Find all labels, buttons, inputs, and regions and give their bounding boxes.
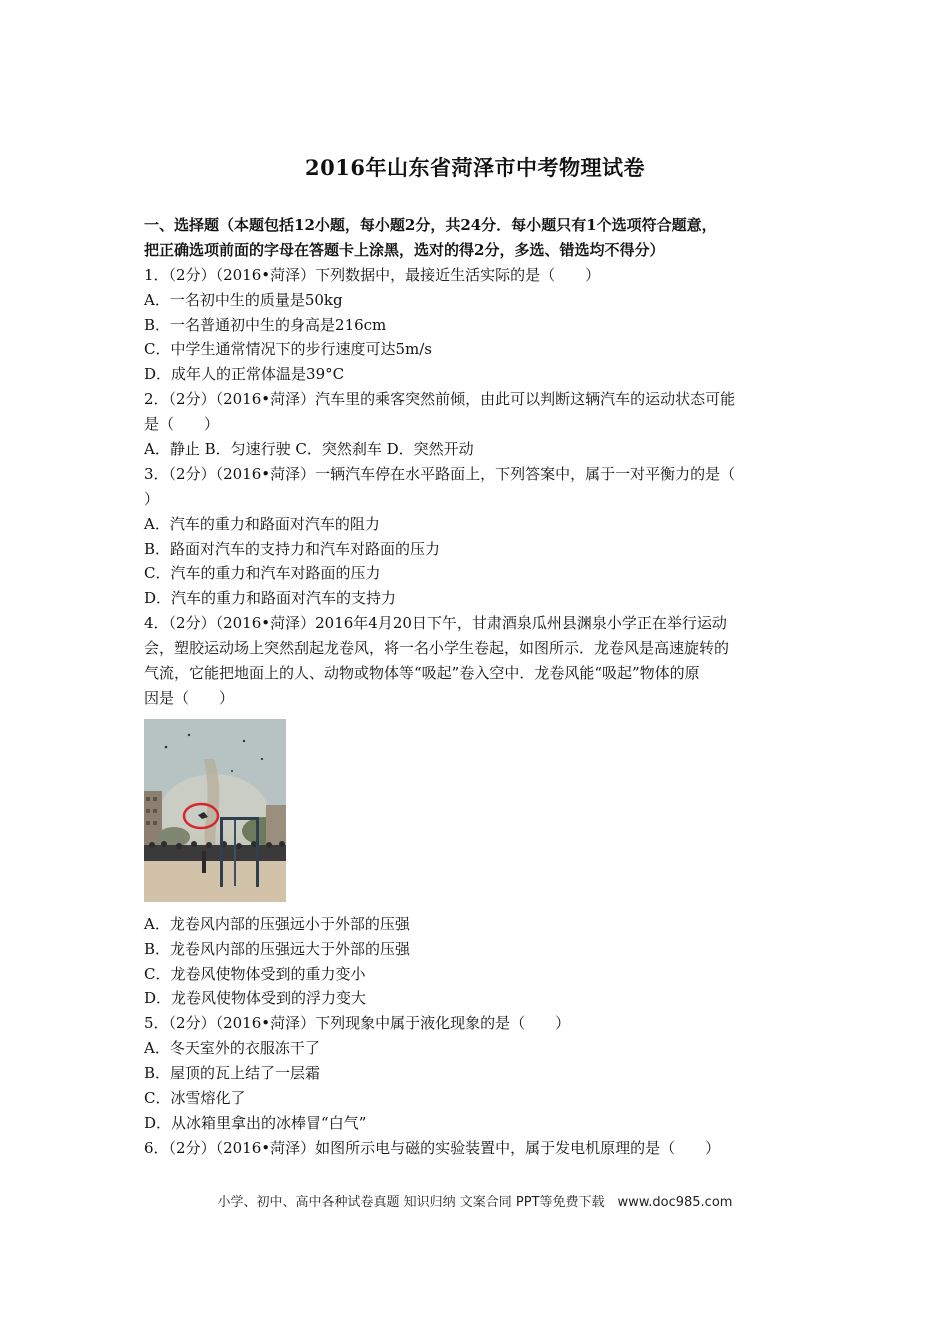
question-4 — [144, 611, 814, 1011]
question-4-option-b: B．龙卷风内部的压强远大于外部的压强 — [144, 939, 411, 958]
question-6-stem: 6．（2分）（2016•菏泽）如图所示电与磁的实验装置中，属于发电机原理的是（ ） — [144, 1138, 721, 1157]
question-3 — [144, 462, 814, 611]
question-1-option-c: C．中学生通常情况下的步行速度可达5m/s — [144, 340, 432, 359]
question-5 — [144, 1011, 814, 1135]
tornado-photo — [144, 719, 286, 902]
question-4-option-c: C．龙卷风使物体受到的重力变小 — [144, 964, 366, 983]
question-5-option-c: C．冰雪熔化了 — [144, 1089, 246, 1108]
question-4-stem-line-2: 会，塑胶运动场上突然刮起龙卷风，将一名小学生卷起，如图所示．龙卷风是高速旋转的 — [144, 639, 730, 658]
question-4-option-a: A．龙卷风内部的压强远小于外部的压强 — [144, 914, 410, 933]
question-3-option-b: B．路面对汽车的支持力和汽车对路面的压力 — [144, 539, 441, 558]
tornado-photo-illustration — [144, 719, 286, 902]
question-4-stem-line-1: 4．（2分）（2016•菏泽）2016年4月20日下午，甘肃酒泉瓜州县渊泉小学正在举行运动 — [144, 614, 727, 633]
question-2 — [144, 387, 814, 462]
section-line-1: 一、选择题（本题包括12小题，每小题2分，共24分．每小题只有1个选项符合题意， — [144, 216, 717, 234]
question-5-option-b: B．屋顶的瓦上结了一层霜 — [144, 1064, 321, 1083]
question-2-stem-line-1: 2．（2分）（2016•菏泽）汽车里的乘客突然前倾，由此可以判断这辆汽车的运动状态可能 — [144, 390, 736, 409]
question-3-option-c: C．汽车的重力和汽车对路面的压力 — [144, 564, 381, 583]
question-3-stem-line-2: ） — [144, 489, 160, 508]
question-2-options: A．静止 B．匀速行驶 C．突然刹车 D．突然开动 — [144, 440, 474, 459]
question-3-option-a: A．汽车的重力和路面对汽车的阻力 — [144, 514, 380, 533]
question-4-option-d: D．龙卷风使物体受到的浮力变大 — [144, 989, 367, 1008]
question-3-stem-line-1: 3．（2分）（2016•菏泽）一辆汽车停在水平路面上，下列答案中，属于一对平衡力的是（ — [144, 464, 736, 483]
question-6 — [144, 1136, 814, 1161]
question-1-stem: 1．（2分）（2016•菏泽）下列数据中，最接近生活实际的是（ ） — [144, 265, 601, 284]
question-5-stem: 5．（2分）（2016•菏泽）下列现象中属于液化现象的是（ ） — [144, 1014, 571, 1033]
question-2-stem-line-2: 是（ ） — [144, 415, 220, 434]
question-5-option-a: A．冬天室外的衣服冻干了 — [144, 1039, 320, 1058]
page-title: 2016年山东省菏泽市中考物理试卷 — [305, 155, 645, 180]
question-1-option-b: B．一名普通初中生的身高是216cm — [144, 315, 387, 334]
question-3-option-d: D．汽车的重力和路面对汽车的支持力 — [144, 589, 397, 608]
question-4-stem-line-3: 气流，它能把地面上的人、动物或物体等“吸起”卷入空中．龙卷风能“吸起”物体的原 — [144, 664, 700, 683]
question-1 — [144, 263, 814, 387]
question-1-option-d: D．成年人的正常体温是39°C — [144, 365, 345, 384]
section-line-2: 把正确选项前面的字母在答题卡上涂黑，选对的得2分，多选、错选均不得分） — [144, 240, 665, 259]
section-instructions — [144, 213, 814, 263]
question-4-stem-line-4: 因是（ ） — [144, 688, 235, 707]
question-5-option-d: D．从冰箱里拿出的冰棒冒“白气” — [144, 1113, 367, 1132]
exam-content — [144, 213, 814, 1161]
page-footer: 小学、初中、高中各种试卷真题 知识归纳 文案合同 PPT等免费下载 www.doc985.com — [217, 1195, 733, 1210]
question-1-option-a: A．一名初中生的质量是50kg — [144, 290, 343, 309]
